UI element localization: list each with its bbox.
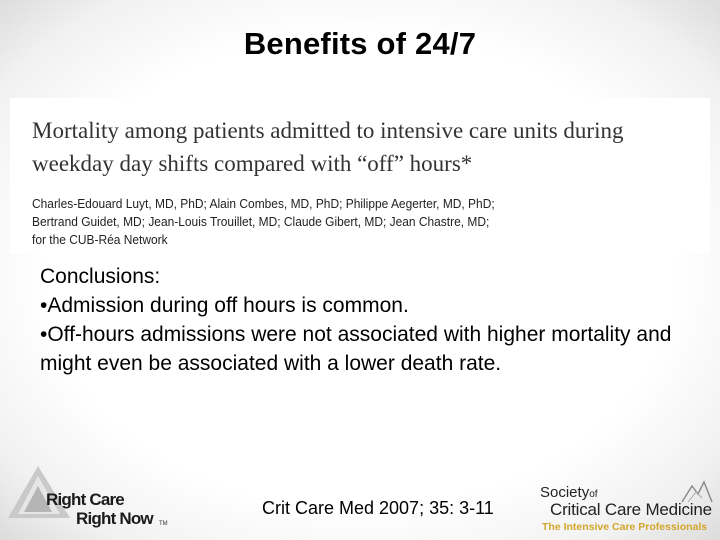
sccm-society-word: Society [540, 484, 590, 501]
conclusions-heading-text: Conclusions [40, 265, 155, 288]
article-header-image [10, 98, 710, 254]
logo-line-right-now: Right Now [76, 509, 153, 528]
conclusion-bullet: •Admission during off hours is common. [40, 294, 409, 317]
citation: Crit Care Med 2007; 35: 3-11 [262, 498, 494, 518]
sccm-of-word: of [589, 489, 598, 500]
sccm-tagline: The Intensive Care Professionals [542, 521, 708, 533]
authors-line-2: Bertrand Guidet, MD; Jean-Louis Trouillet, MD; Claude Gibert, MD; Jean Chastre, MD; [32, 214, 490, 229]
article-title-line-2: weekday day shifts compared with “off” hours* [32, 151, 473, 176]
trademark-mark: TM [159, 521, 168, 527]
article-authors [32, 195, 584, 249]
sccm-logo [536, 478, 716, 538]
right-care-logo [8, 462, 188, 532]
logo-line-right-care: Right Care [46, 490, 124, 509]
slide-title: Benefits of 24/7 [243, 26, 477, 61]
sccm-mountain-icon [680, 478, 714, 504]
authors-line-1: Charles-Edouard Luyt, MD, PhD; Alain Combes, MD, PhD; Philippe Aegerter, MD, PhD; [32, 196, 495, 211]
conclusion-bullet: •Off-hours admissions were not associated with higher mortality and might even be associated with a lower death rate. [40, 323, 672, 375]
authors-line-3: for the CUB-Réa Network [32, 232, 168, 247]
conclusions-heading-colon: : [154, 265, 161, 288]
sccm-name: Critical Care Medicine [550, 500, 712, 519]
sccm-society-text [540, 484, 598, 501]
article-title [32, 114, 702, 180]
conclusions-heading [40, 262, 680, 291]
article-title-line-1: Mortality among patients admitted to intensive care units during [32, 118, 624, 143]
conclusions-block [40, 262, 680, 378]
